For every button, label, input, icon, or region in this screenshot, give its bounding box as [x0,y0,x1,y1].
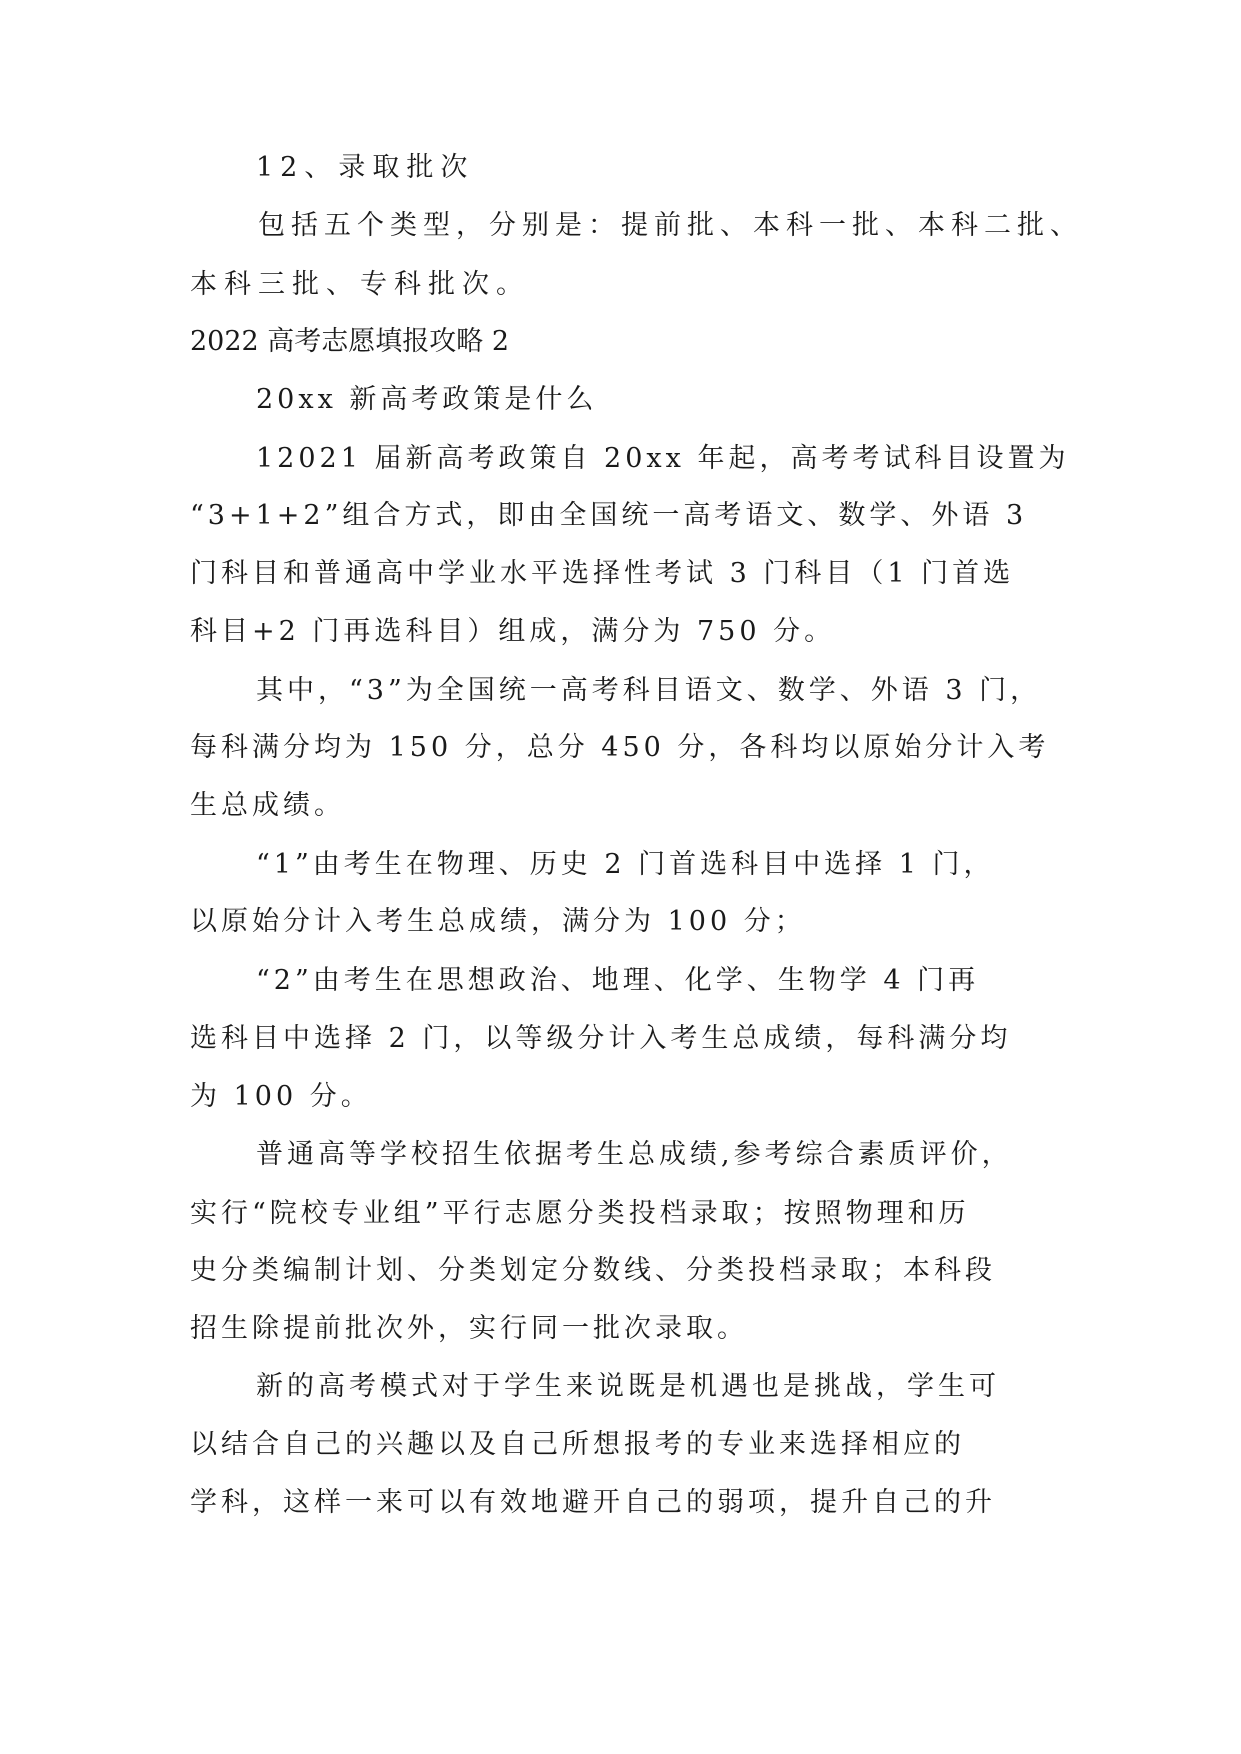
paragraph-line: “3+1+2”组合方式，即由全国统一高考语文、数学、外语 3 [190,500,1028,531]
paragraph-line: 本科三批、专科批次。 [190,269,530,300]
paragraph-line: 新的高考模式对于学生来说既是机遇也是挑战，学生可 [256,1371,1000,1402]
paragraph-line: 生总成绩。 [190,790,345,821]
paragraph-line: 以结合自己的兴趣以及自己所想报考的专业来选择相应的 [190,1429,965,1460]
paragraph-line: 每科满分均为 150 分，总分 450 分，各科均以原始分计入考 [190,732,1050,763]
section-heading: 20xx 新高考政策是什么 [256,384,598,415]
paragraph-line: 包括五个类型，分别是：提前批、本科一批、本科二批、 [258,210,1083,241]
paragraph-line: 其中，“3”为全国统一高考科目语文、数学、外语 3 门， [256,675,1042,706]
paragraph-line: 门科目和普通高中学业水平选择性考试 3 门科目（1 门首选 [190,558,1015,589]
paragraph-line: 学科，这样一来可以有效地避开自己的弱项，提升自己的升 [190,1487,996,1518]
paragraph-line: 为 100 分。 [190,1081,372,1112]
article-title: 2022 高考志愿填报攻略 2 [190,326,510,357]
paragraph-line: 史分类编制计划、分类划定分数线、分类投档录取；本科段 [190,1255,996,1286]
paragraph-line: “1”由考生在物理、历史 2 门首选科目中选择 1 门， [256,849,995,880]
paragraph-line: 以原始分计入考生总成绩，满分为 100 分； [190,906,806,937]
paragraph-line: 招生除提前批次外，实行同一批次录取。 [190,1313,748,1344]
paragraph-line: 12021 届新高考政策自 20xx 年起，高考考试科目设置为 [256,443,1070,474]
paragraph-line: 实行“院校专业组”平行志愿分类投档录取；按照物理和历 [190,1198,970,1229]
paragraph-line: 选科目中选择 2 门，以等级分计入考生总成绩，每科满分均 [190,1023,1012,1054]
paragraph-line: “2”由考生在思想政治、地理、化学、生物学 4 门再 [256,965,980,996]
section-heading: 12、录取批次 [256,152,475,183]
paragraph-line: 普通高等学校招生依据考生总成绩,参考综合素质评价， [256,1139,1013,1170]
paragraph-line: 科目+2 门再选科目）组成，满分为 750 分。 [190,616,836,647]
